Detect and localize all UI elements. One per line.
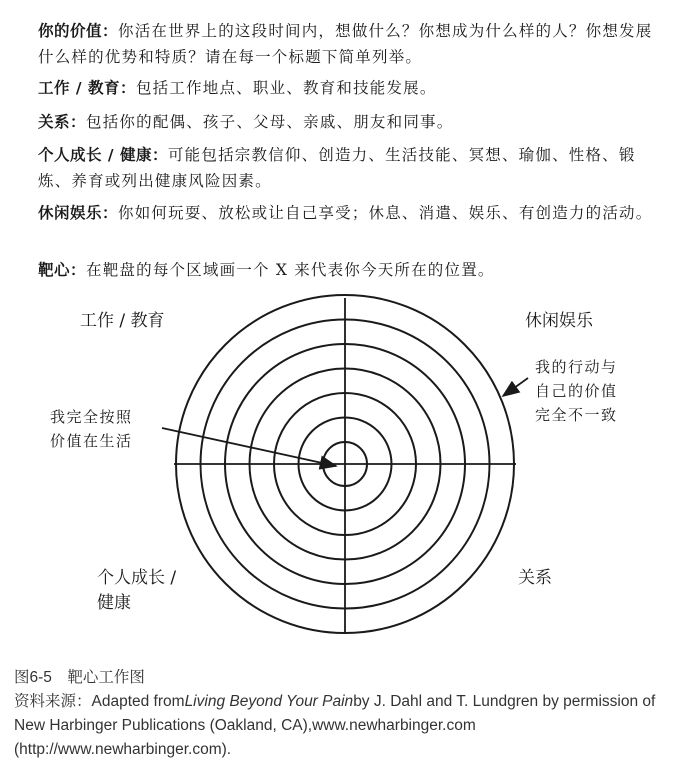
figure-caption — [14, 666, 690, 762]
growth-label: 个人成长 / 健康： — [38, 146, 168, 164]
values-text: 你活在世界上的这段时间内，想做什么？你想成为什么样的人？你想发展什么样的优势和特质？请在每一个标题下简单列举。 — [38, 22, 653, 66]
relationship-label: 关系： — [38, 113, 87, 131]
annotation-left-line1: 我完全按照 — [50, 408, 133, 426]
annotation-left-line2: 价值在生活 — [50, 432, 133, 450]
relationship-text: 包括你的配偶、孩子、父母、亲戚、朋友和同事。 — [86, 113, 454, 131]
quadrant-label-growth-line2: 健康 — [97, 593, 131, 613]
growth-text: 可能包括宗教信仰、创造力、生活技能、冥想、瑜伽、性格、锻炼、养育或列出健康风险因素。 — [38, 146, 636, 190]
annotation-right-line2: 自己的价值 — [535, 382, 618, 400]
leisure-text: 你如何玩耍、放松或让自己享受；休息、消遣、娱乐、有创造力的活动。 — [118, 204, 653, 222]
work-label: 工作 / 教育： — [38, 79, 136, 97]
book-title: Living Beyond Your Pain — [184, 693, 354, 710]
bullseye-text: 在靶盘的每个区域画一个 X 来代表你今天所在的位置。 — [86, 261, 495, 279]
figure-title: 图6-5 靶心工作图 — [14, 669, 145, 686]
leisure-label: 休闲娱乐： — [38, 204, 119, 222]
quadrant-label-leisure: 休闲娱乐 — [525, 311, 593, 331]
annotation-right-line1: 我的行动与 — [535, 358, 618, 376]
quadrant-label-work: 工作 / 教育 — [80, 311, 165, 331]
annotation-right-line3: 完全不一致 — [535, 406, 618, 424]
source-rest: by J. Dahl and T. Lundgren by permission of New Harbinger Publications (Oakland, CA),www.newharbinger.com (http://www.newharbinger.com). — [14, 693, 656, 758]
quadrant-label-relationship: 关系 — [518, 568, 552, 588]
source-prefix: 资料来源：Adapted from — [14, 693, 185, 710]
bullseye-label: 靶心： — [38, 261, 87, 279]
figure-source — [14, 690, 690, 762]
work-text: 包括工作地点、职业、教育和技能发展。 — [135, 79, 437, 97]
values-label: 你的价值： — [38, 22, 119, 40]
arrow-to-outer-ring — [503, 378, 528, 396]
quadrant-label-growth-line1: 个人成长 / — [97, 568, 177, 588]
